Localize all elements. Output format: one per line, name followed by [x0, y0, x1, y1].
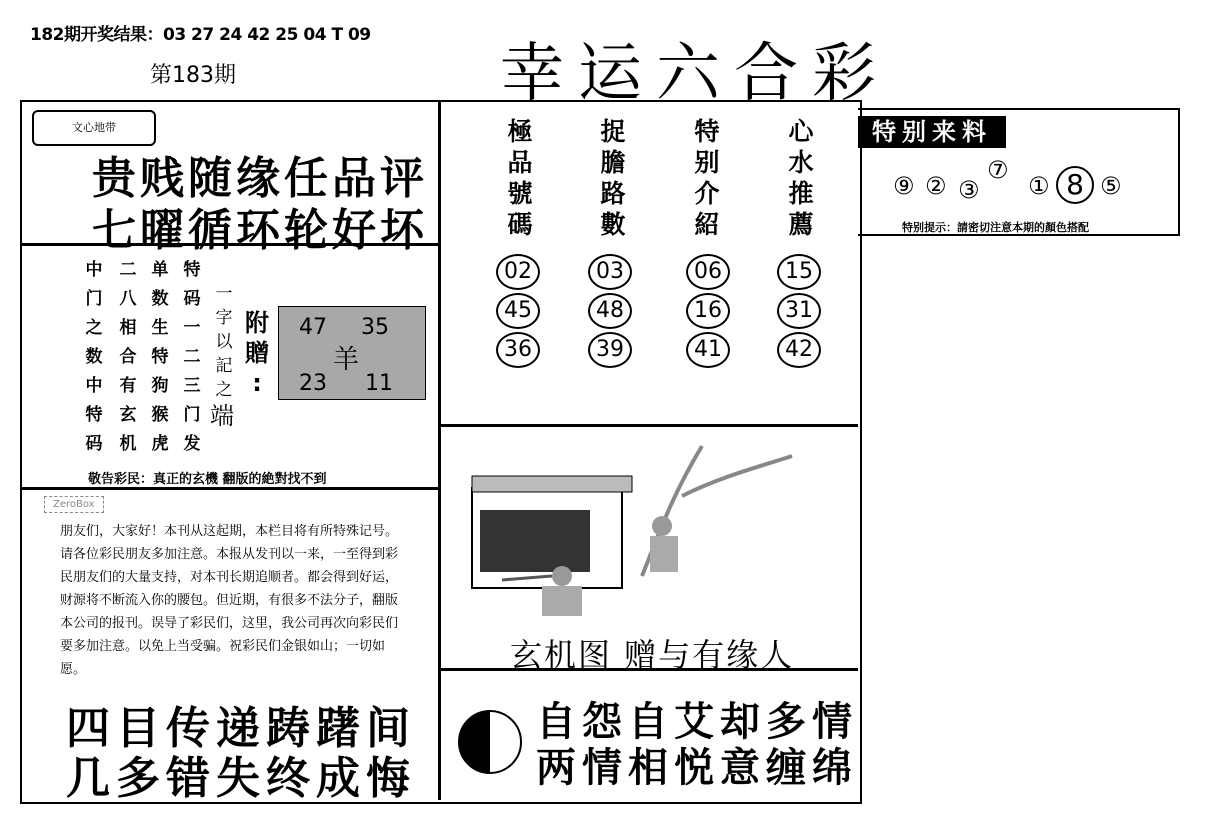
previous-result: 182期开奖结果：03 27 24 42 25 04 T 09	[30, 25, 371, 45]
pick-ball: 06	[686, 254, 730, 290]
riddle-column-2: 二八相合有玄机	[119, 260, 137, 454]
gift-number: 35	[361, 315, 389, 340]
special-ball: 8	[1056, 166, 1094, 204]
issue-number: 第183期	[150, 63, 236, 88]
special-ball: ②	[925, 172, 947, 200]
verse-line-2: 七曜循环轮好坏	[92, 205, 428, 256]
mystery-illustration	[462, 436, 842, 626]
gift-number: 47	[299, 315, 327, 340]
special-tip: 特别提示：請密切注意本期的顏色搭配	[902, 221, 1089, 234]
vertical-char: 字	[215, 308, 233, 328]
pick-ball: 39	[588, 332, 632, 368]
vertical-char: 一	[215, 284, 233, 304]
gift-char: 附	[245, 309, 269, 337]
divider-left-2	[20, 487, 438, 490]
page-title: 幸运六合彩	[500, 37, 890, 111]
pick-header-2: 捉膽路數	[600, 117, 626, 239]
vertical-char: 以	[215, 332, 233, 352]
divider-vertical	[438, 100, 441, 800]
pick-ball: 03	[588, 254, 632, 290]
pick-header-4: 心水推薦	[788, 117, 814, 239]
gift-number: 23	[299, 371, 327, 396]
pick-ball: 45	[496, 293, 540, 329]
special-ball: ⑨	[893, 172, 915, 200]
pick-header-1: 極品號碼	[507, 117, 533, 239]
illustration-caption: 玄机图 赠与有缘人	[510, 636, 795, 674]
special-ball: ⑤	[1100, 172, 1122, 200]
pick-ball: 48	[588, 293, 632, 329]
special-ball: ①	[1028, 172, 1050, 200]
pick-ball: 31	[777, 293, 821, 329]
gift-label	[243, 308, 271, 398]
pick-header-3: 特别介紹	[694, 117, 720, 239]
gift-box	[278, 306, 426, 400]
vertical-char: 記	[215, 356, 233, 376]
article-tag: ZeroBox	[44, 496, 104, 513]
poem-left-line-1: 四目传递踌躇间	[66, 703, 416, 754]
riddle-column-1: 中门之数中特码	[85, 260, 103, 454]
riddle-vertical	[214, 282, 234, 402]
riddle-end-char: 端	[210, 402, 234, 430]
poem-right-line-2: 两情相悦意缠绵	[536, 744, 858, 791]
notice-text: 敬告彩民：真正的玄機 翻版的絶對找不到	[88, 472, 327, 487]
gift-number: 11	[365, 371, 393, 396]
gift-zodiac: 羊	[333, 345, 360, 375]
special-title: 特别来料	[858, 116, 1006, 148]
special-ball: ⑦	[987, 156, 1009, 184]
pick-ball: 41	[686, 332, 730, 368]
poem-left-line-2: 几多错失终成悔	[66, 753, 416, 804]
pick-ball: 15	[777, 254, 821, 290]
divider-right-1	[438, 424, 858, 427]
article-text: 朋友们，大家好！本刊从这起期，本栏目将有所特殊记号。请各位彩民朋友多加注意。本报从发刊以一来，一至得到彩民朋友们的大量支持，对本刊长期追顺者。都会得到好运，财源将不断流入你的腰包。但近期，有很多不法分子，翻版本公司的报刊。误导了彩民们，这里，我公司再次向彩民们要多加注意。以免上当受骗。祝彩民们金银如山；一切如愿。	[60, 524, 399, 677]
pick-ball: 36	[496, 332, 540, 368]
yinyang-icon	[458, 710, 522, 774]
section-tag: 文心地带	[32, 110, 156, 146]
gift-char: 贈	[245, 339, 269, 367]
pick-ball: 02	[496, 254, 540, 290]
verse-line-1: 贵贱随缘任品评	[92, 153, 428, 204]
poem-right-line-1: 自怨自艾却多情	[536, 698, 858, 745]
pick-ball: 16	[686, 293, 730, 329]
vertical-char: 之	[215, 380, 233, 400]
pick-ball: 42	[777, 332, 821, 368]
riddle-column-3: 单数生特狗猴虎	[151, 260, 169, 454]
special-ball: ③	[958, 176, 980, 204]
riddle-column-4: 特码一二三门发	[183, 260, 201, 454]
gift-char: :	[252, 369, 262, 397]
